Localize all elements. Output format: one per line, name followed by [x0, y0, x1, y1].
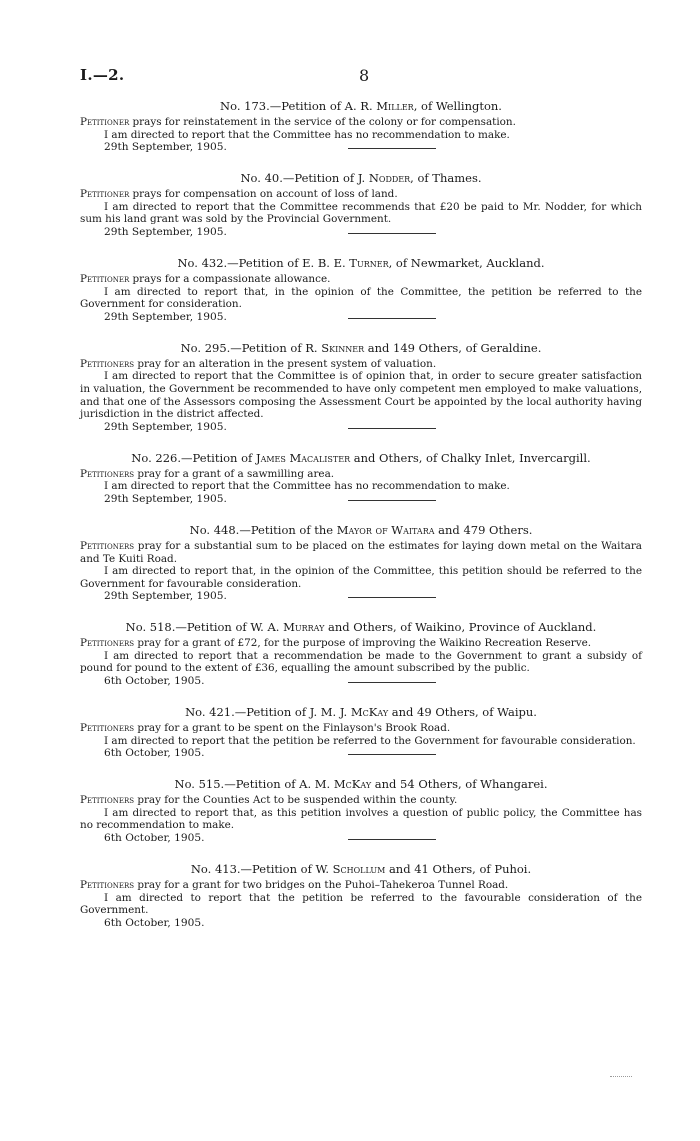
report-paragraph: I am directed to report that the petition be referred to the Government for favourable consideration. [104, 734, 636, 747]
report-paragraph: I am directed to report that the Committee has no recommendation to make. [104, 128, 510, 141]
petitioner-lead: Petitioners [80, 722, 135, 735]
petition-heading [80, 256, 642, 270]
report-date: 6th October, 1905. [104, 832, 205, 845]
separator-rule [348, 839, 436, 840]
petitioner-lead: Petitioners [80, 467, 135, 480]
heading-text: No. 173.—Petition of A. R. [220, 99, 377, 113]
heading-text: , of Wellington. [413, 99, 502, 113]
report-date: 6th October, 1905. [104, 675, 205, 688]
petitions-list [80, 99, 642, 930]
petitioner-lead: Petitioner [80, 188, 130, 201]
prayer-text: prays for a compassionate allowance. [129, 272, 331, 285]
petitioner-name: Schollum [332, 862, 386, 877]
report-date: 29th September, 1905. [104, 420, 227, 433]
separator-rule [348, 233, 436, 234]
report-date: 29th September, 1905. [104, 492, 227, 505]
petition-entry [80, 451, 642, 507]
prayer-paragraph [80, 540, 642, 565]
petitioner-lead: Petitioners [80, 539, 135, 552]
report-date: 6th October, 1905. [104, 916, 205, 929]
heading-text: and 49 Others, of Waipu. [388, 705, 537, 720]
petition-entry [80, 523, 642, 604]
prayer-text: pray for an alteration in the present system of valuation. [134, 357, 437, 370]
prayer-paragraph [80, 273, 642, 286]
prayer-text: pray for a substantial sum to be placed on the estimates for laying down metal on the Waitara and Te Kuiti Road. [80, 539, 642, 565]
prayer-text: prays for compensation on account of loss of land. [129, 188, 398, 201]
report-paragraph: I am directed to report that the Committee has no recommendation to make. [104, 480, 510, 493]
petitioner-lead: Petitioners [80, 357, 135, 370]
report-date: 6th October, 1905. [104, 747, 205, 760]
petitioner-lead: Petitioners [80, 879, 135, 892]
scan-mark [610, 1076, 632, 1077]
petitioner-name: Skinner [321, 340, 365, 355]
petitioner-name: Mayor of Waitara [336, 522, 435, 537]
petition-heading [80, 523, 642, 537]
prayer-text: prays for reinstatement in the service of the colony or for compensation. [129, 116, 516, 128]
prayer-paragraph [80, 358, 642, 371]
report-date: 29th September, 1905. [104, 225, 227, 238]
petition-heading [80, 341, 642, 355]
prayer-paragraph [80, 794, 642, 807]
page-number: 8 [359, 66, 370, 85]
heading-text: No. 295.—Petition of R. [180, 340, 322, 355]
report-paragraph: I am directed to report that, in the opinion of the Committee, the petition be referred to the Government for consideration. [80, 285, 642, 311]
petition-heading [80, 99, 642, 113]
heading-text: No. 226.—Petition of [131, 450, 256, 465]
petitioner-name: Miller [376, 99, 414, 113]
prayer-paragraph [80, 468, 642, 481]
petition-entry [80, 171, 642, 240]
petitioner-lead: Petitioners [80, 637, 135, 650]
petition-heading [80, 451, 642, 465]
prayer-paragraph [80, 116, 642, 129]
petition-heading [80, 620, 642, 634]
heading-text: and 41 Others, of Puhoi. [385, 862, 532, 877]
report-date: 29th September, 1905. [104, 590, 227, 603]
prayer-paragraph [80, 722, 642, 735]
petitioner-name: McKay [350, 705, 389, 720]
separator-rule [348, 500, 436, 501]
heading-text: , of Newmarket, Auckland. [388, 255, 545, 270]
petition-entry [80, 862, 642, 930]
petitioner-lead: Petitioner [80, 116, 130, 128]
heading-text: No. 432.—Petition of E. B. E. [177, 255, 350, 270]
report-date: 29th September, 1905. [104, 310, 227, 323]
prayer-text: pray for a grant of a sawmilling area. [134, 467, 335, 480]
petition-entry [80, 256, 642, 325]
petition-entry [80, 341, 642, 435]
heading-text: No. 40.—Petition of J. [240, 171, 369, 186]
separator-rule [348, 597, 436, 598]
separator-rule [348, 682, 436, 683]
prayer-text: pray for a grant for two bridges on the Puhoi–Tahekeroa Tunnel Road. [134, 879, 509, 892]
report-paragraph: I am directed to report that a recommendation be made to the Government to grant a subsidy of pound for pound to the extent of £36, equalling the amount subscribed by the public. [80, 649, 642, 675]
separator-rule [348, 148, 436, 149]
heading-text: and 149 Others, of Geraldine. [364, 340, 542, 355]
report-paragraph: I am directed to report that, in the opinion of the Committee, this petition should be referred to the Government for favourable consideration. [80, 565, 642, 590]
heading-text: and Others, of Waikino, Province of Auckland. [324, 620, 597, 635]
petition-heading [80, 705, 642, 719]
petitioner-name: McKay [333, 777, 372, 792]
prayer-text: pray for the Counties Act to be suspended within the county. [134, 794, 458, 807]
prayer-text: pray for a grant of £72, for the purpose of improving the Waikino Recreation Reserve. [134, 637, 592, 650]
heading-text: No. 413.—Petition of W. [190, 862, 333, 877]
heading-text: and 54 Others, of Whangarei. [371, 777, 548, 792]
prayer-paragraph [80, 637, 642, 650]
petition-entry [80, 99, 642, 155]
petition-entry [80, 705, 642, 761]
heading-text: , of Thames. [410, 171, 482, 186]
prayer-text: pray for a grant to be spent on the Finlayson's Brook Road. [134, 722, 451, 735]
petitioner-name: Nodder [368, 171, 411, 186]
petitioner-lead: Petitioner [80, 272, 130, 285]
report-paragraph: I am directed to report that the Committee is of opinion that, in order to secure greater satisfaction in valuation, the Government be recommended to have only competent men employed to make valuations, and that one of the Assessors composing the Assessment Court be appointed by the local authority having jurisdiction in the district affected. [80, 370, 642, 421]
report-date: 29th September, 1905. [104, 141, 227, 154]
report-paragraph: I am directed to report that, as this petition involves a question of public policy, the Committee has no recommendation to make. [80, 806, 642, 832]
petition-heading [80, 171, 642, 185]
petition-heading [80, 777, 642, 791]
petition-entry [80, 777, 642, 846]
report-paragraph: I am directed to report that the petition be referred to the favourable consideration of the Government. [80, 891, 642, 917]
petitioner-name: James Macalister [255, 450, 351, 465]
separator-rule [348, 318, 436, 319]
heading-text: and 479 Others. [434, 522, 533, 537]
heading-text: and Others, of Chalky Inlet, Invercargill. [350, 450, 591, 465]
heading-text: No. 421.—Petition of J. M. J. [185, 705, 351, 720]
petition-entry [80, 620, 642, 689]
petitioner-name: Murray [283, 620, 325, 635]
petitioner-lead: Petitioners [80, 794, 135, 807]
heading-text: No. 448.—Petition of the [189, 522, 337, 537]
paper-reference: I.—2. [80, 66, 125, 84]
separator-rule [348, 754, 436, 755]
heading-text: No. 518.—Petition of W. A. [125, 620, 284, 635]
heading-text: No. 515.—Petition of A. M. [174, 777, 334, 792]
separator-rule [348, 428, 436, 429]
petition-heading [80, 862, 642, 876]
petitioner-name: Turner [349, 255, 389, 270]
report-paragraph: I am directed to report that the Committee recommends that £20 be paid to Mr. Nodder, for which sum his land grant was sold by the Provincial Government. [80, 200, 642, 226]
prayer-paragraph [80, 188, 642, 201]
prayer-paragraph [80, 879, 642, 892]
